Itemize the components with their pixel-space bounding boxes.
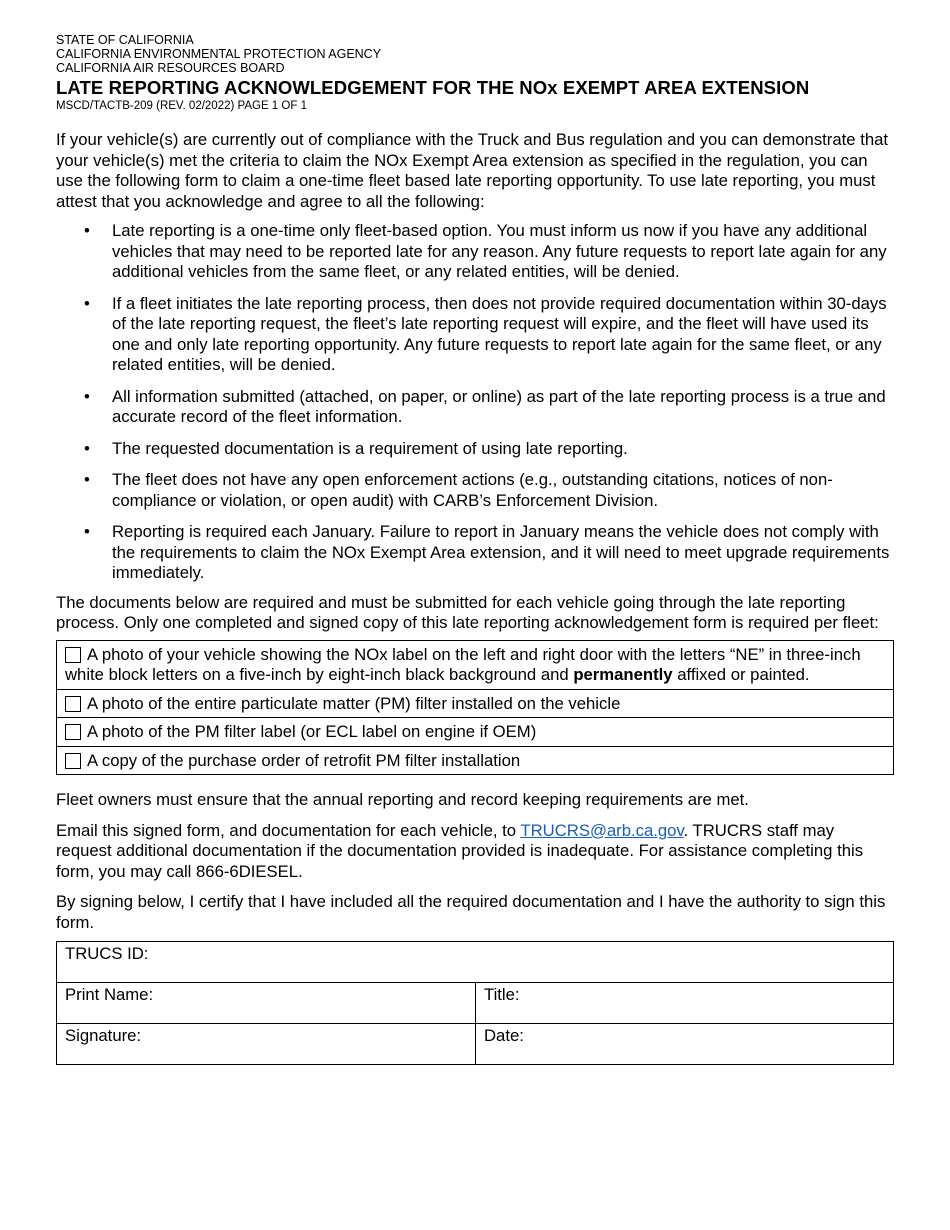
checklist-row [57, 689, 894, 718]
documents-intro: The documents below are required and must be submitted for each vehicle going through the late reporting process. Only one completed and signed copy of this late reporting acknowledgement form is required per fleet: [56, 592, 879, 632]
trucs-id-field[interactable] [57, 942, 894, 983]
title-label: Title: [484, 985, 520, 1004]
signature-label: Signature: [65, 1026, 142, 1045]
agency-line-calepa: CALIFORNIA ENVIRONMENTAL PROTECTION AGENCY [56, 47, 382, 61]
checklist-row [57, 718, 894, 747]
list-item: • If a fleet initiates the late reporting process, then does not provide required documentation within 30-days of the late reporting request, the fleet’s late reporting request will expire, and the fleet will have used its one and only late reporting opportunity. Any future requests to report late again for the same fleet, or any related entities, will be denied. [84, 293, 887, 374]
email-link[interactable]: TRUCRS@arb.ca.gov [520, 820, 684, 840]
checklist-text: A photo of the PM filter label (or ECL label on engine if OEM) [87, 722, 537, 741]
date-label: Date: [484, 1026, 524, 1045]
signature-table [56, 941, 894, 1065]
fleet-note: Fleet owners must ensure that the annual reporting and record keeping requirements are met. [56, 790, 749, 809]
acknowledgement-list [56, 221, 894, 584]
agency-line-state: STATE OF CALIFORNIA [56, 33, 194, 47]
pm-filter-photo-checkbox[interactable] [65, 696, 81, 712]
list-item: • Late reporting is a one-time only fleet-based option. You must inform us now if you have any additional vehicles that may need to be reported late for any reason. Any future requests to report late again for any additional vehicles from the same fleet, or any related entities, will be denied. [84, 221, 887, 281]
form-id: MSCD/TACTB-209 (REV. 02/2022) PAGE 1 OF 1 [56, 100, 307, 112]
title-field[interactable] [476, 983, 894, 1024]
print-name-label: Print Name: [65, 985, 154, 1004]
certification-statement: By signing below, I certify that I have included all the required documentation and I have the authority to sign this form. [56, 892, 886, 932]
form-header [56, 33, 894, 113]
signature-field[interactable] [57, 1024, 476, 1065]
trucs-id-label: TRUCS ID: [65, 944, 149, 963]
bullet-icon: • [84, 522, 90, 541]
bullet-icon: • [84, 221, 90, 240]
checklist-text: affixed or painted. [672, 665, 810, 684]
documents-checklist [56, 640, 894, 776]
form-page [56, 33, 894, 1065]
email-paragraph: Email this signed form, and documentation for each vehicle, to TRUCRS@arb.ca.gov. TRUCRS staff may request additional documentation if the documentation provided is inadequate. For assistance completing this form, you may call 866-6DIESEL. [56, 820, 864, 881]
checklist-text: A photo of the entire particulate matter (PM) filter installed on the vehicle [87, 693, 621, 713]
intro-paragraph: If your vehicle(s) are currently out of compliance with the Truck and Bus regulation and you can demonstrate that your vehicle(s) met the criteria to claim the NOx Exempt Area extension as specified in the regulation, you can use the following form to claim a one-time fleet based late reporting opportunity. To use late reporting, you must attest that you acknowledge and agree to all the following: [56, 130, 889, 211]
form-title: LATE REPORTING ACKNOWLEDGEMENT FOR THE NOx EXEMPT AREA EXTENSION [56, 77, 810, 98]
list-item: • The fleet does not have any open enforcement actions (e.g., outstanding citations, notices of non-compliance or violation, or open audit) with CARB’s Enforcement Division. [84, 470, 833, 510]
list-item: • All information submitted (attached, on paper, or online) as part of the late reporting process is a true and accurate record of the fleet information. [84, 386, 886, 426]
print-name-field[interactable] [57, 983, 476, 1024]
checklist-row [57, 746, 894, 775]
list-item: • Reporting is required each January. Failure to report in January means the vehicle does not comply with the requirements to claim the NOx Exempt Area extension, and it will need to meet upgrade requirements immediately. [84, 522, 890, 582]
checklist-text: A copy of the purchase order of retrofit PM filter installation [87, 750, 521, 770]
list-item: • The requested documentation is a requirement of using late reporting. [84, 438, 628, 458]
bullet-icon: • [84, 386, 90, 406]
bullet-icon: • [84, 293, 90, 313]
bullet-icon: • [84, 470, 90, 489]
checklist-bold-text: permanently [573, 665, 673, 684]
checklist-row [57, 640, 894, 689]
pm-filter-label-checkbox[interactable] [65, 724, 81, 740]
purchase-order-checkbox[interactable] [65, 753, 81, 769]
nox-label-photo-checkbox[interactable] [65, 647, 81, 663]
checklist-text: A photo of your vehicle showing the NOx label on the left and right door with the letters “NE” in three-inch white block letters on a five-inch by eight-inch black background and [65, 644, 861, 684]
bullet-icon: • [84, 438, 90, 458]
date-field[interactable] [476, 1024, 894, 1065]
agency-line-carb: CALIFORNIA AIR RESOURCES BOARD [56, 61, 285, 75]
